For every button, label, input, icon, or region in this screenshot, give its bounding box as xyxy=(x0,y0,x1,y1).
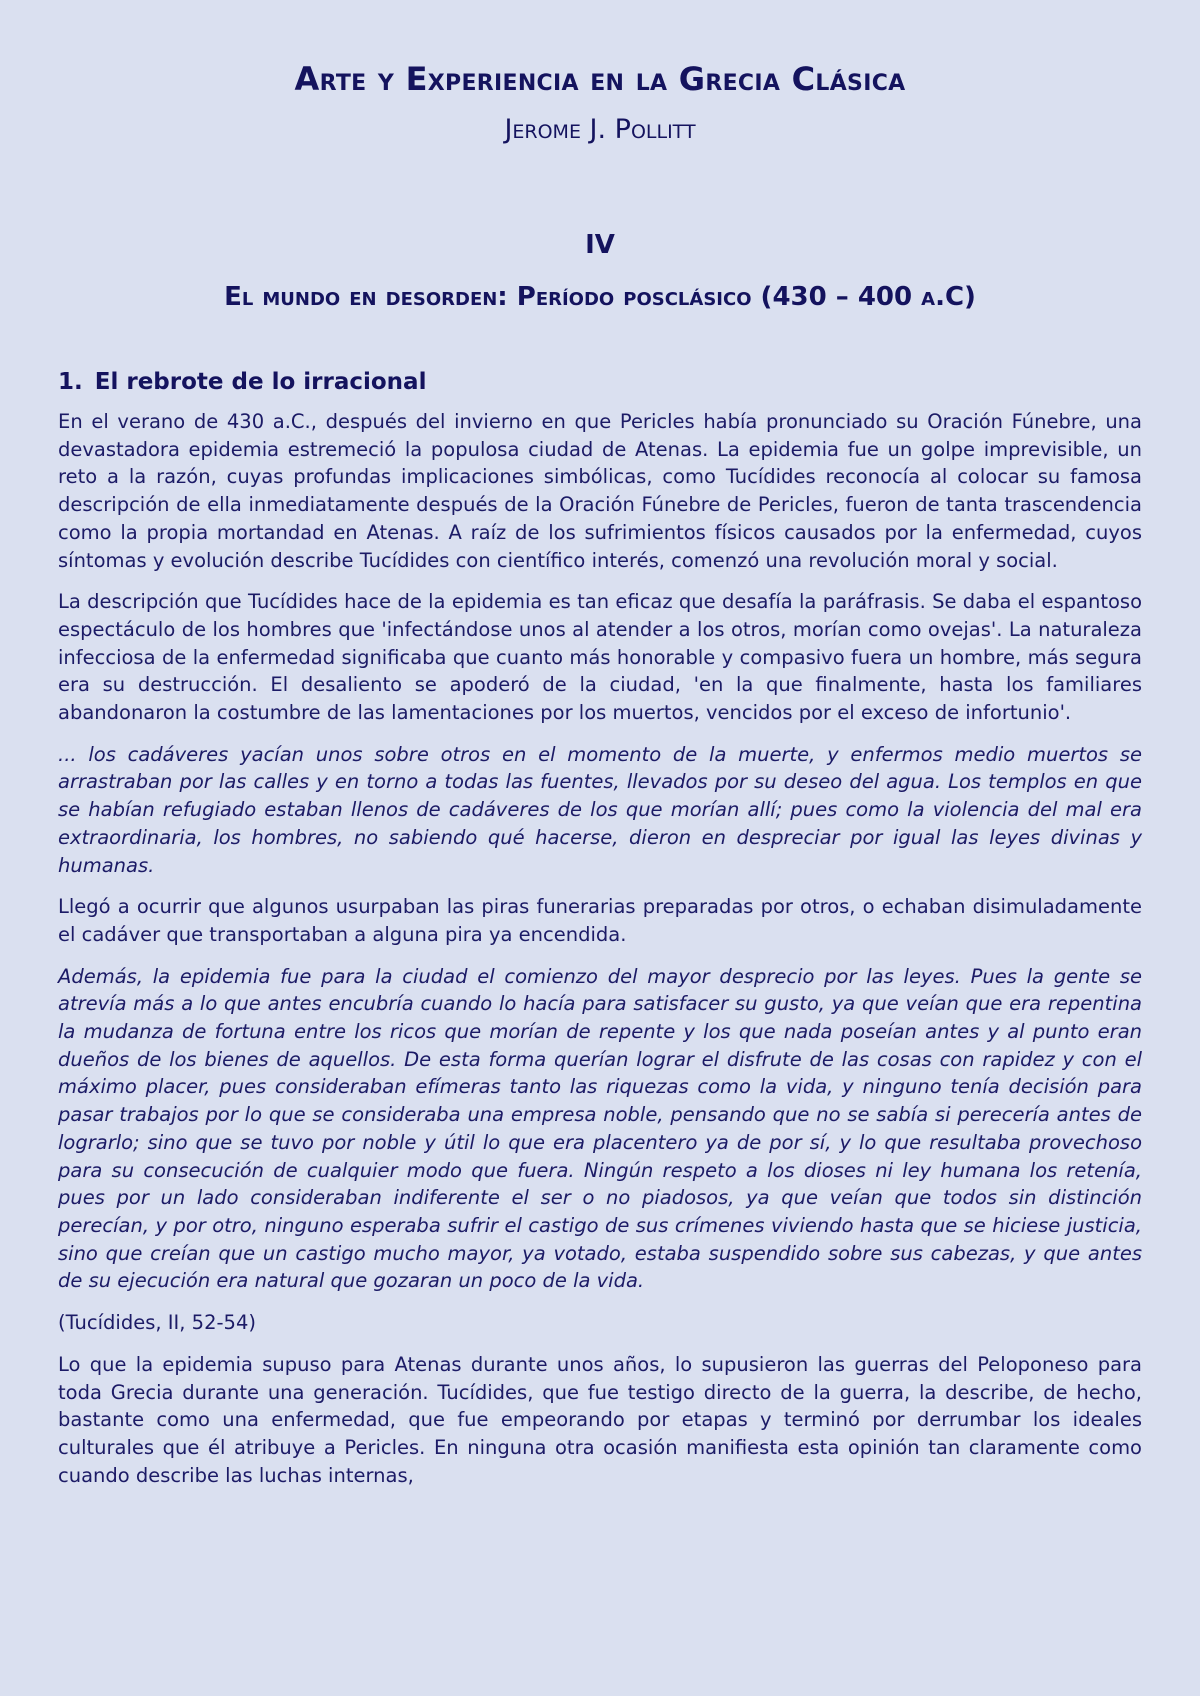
paragraph: Llegó a ocurrir que algunos usurpaban las piras funerarias preparadas por otros, o echaban disimuladamente el cadáver que transportaban a alguna pira ya encendida. xyxy=(58,895,1142,946)
chapter-number: IV xyxy=(585,230,615,260)
paragraph: Lo que la epidemia supuso para Atenas durante unos años, lo supusieron las guerras del Peloponeso para toda Grecia durante una generación. Tucídides, que fue testigo directo de la guerra, la describe, de hecho, bastante como una enfermedad, que fue empeorando por etapas y terminó por derrumbar los ideales culturales que él atribuye a Pericles. En ninguna otra ocasión manifiesta esta opinión tan claramente como cuando describe las luchas internas, xyxy=(58,1352,1142,1487)
document-author: Jerome J. Pollitt xyxy=(504,114,696,145)
citation: (Tucídides, II, 52-54) xyxy=(58,1311,256,1335)
document-title: Arte y Experiencia en la Grecia Clásica xyxy=(294,60,906,98)
paragraph: La descripción que Tucídides hace de la epidemia es tan eficaz que desafía la paráfrasis. Se daba el espantoso espectáculo de los hombres que 'infectándose unos al atender a los otros, morían como ovejas'. La naturaleza infecciosa de la enfermedad significaba que cuanto más honorable y compasivo fuera un hombre, más segura era su destrucción. El desaliento se apoderó de la ciudad, 'en la que finalmente, hasta los familiares abandonaron la costumbre de las lamentaciones por los muertos, vencidos por el exceso de infortunio'. xyxy=(58,590,1142,725)
section-heading xyxy=(58,367,1142,397)
section-title: El rebrote de lo irracional xyxy=(94,369,427,395)
paragraph: En el verano de 430 a.C., después del invierno en que Pericles había pronunciado su Oración Fúnebre, una devastadora epidemia estremeció la populosa ciudad de Atenas. La epidemia fue un golpe imprevisible, un reto a la razón, cuyas profundas implicaciones simbólicas, como Tucídides reconocía al colocar su famosa descripción de ella inmediatamente después de la Oración Fúnebre de Pericles, fueron de tanta trascendencia como la propia mortandad en Atenas. A raíz de los sufrimientos físicos causados por la enfermedad, cuyos síntomas y evolución describe Tucídides con científico interés, comenzó una revolución moral y social. xyxy=(58,410,1142,572)
section-number: 1. xyxy=(58,369,83,395)
chapter-title: El mundo en desorden: Período posclásico (430 – 400 a.C) xyxy=(224,282,976,312)
quote-paragraph: Además, la epidemia fue para la ciudad el comienzo del mayor desprecio por las leyes. Pues la gente se atrevía más a lo que antes encubría cuando lo hacía para satisfacer su gusto, ya que veían que era repentina la mudanza de fortuna entre los ricos que morían de repente y los que nada poseían antes y al punto eran dueños de los bienes de aquellos. De esta forma querían lograr el disfrute de las cosas con rapidez y con el máximo placer, pues consideraban efímeras tanto las riquezas como la vida, y ninguno tenía decisión para pasar trabajos por lo que se consideraba una empresa noble, pensando que no se sabía si perecería antes de lograrlo; sino que se tuvo por noble y útil lo que era placentero ya de por sí, y lo que resultaba provechoso para su consecución de cualquier modo que fuera. Ningún respeto a los dioses ni ley humana los retenía, pues por un lado consideraban indiferente el ser o no piadosos, ya que veían que todos sin distinción perecían, y por otro, ninguno esperaba sufrir el castigo de sus crímenes viviendo hasta que se hiciese justicia, sino que creían que un castigo mucho mayor, ya votado, estaba suspendido sobre sus cabezas, y que antes de su ejecución era natural que gozaran un poco de la vida. xyxy=(58,964,1142,1293)
quote-paragraph: ... los cadáveres yacían unos sobre otros en el momento de la muerte, y enfermos medio muertos se arrastraban por las calles y en torno a todas las fuentes, llevados por su deseo del agua. Los templos en que se habían refugiado estaban llenos de cadáveres de los que morían allí; pues como la violencia del mal era extraordinaria, los hombres, no sabiendo qué hacerse, dieron en despreciar por igual las leyes divinas y humanas. xyxy=(58,742,1142,877)
